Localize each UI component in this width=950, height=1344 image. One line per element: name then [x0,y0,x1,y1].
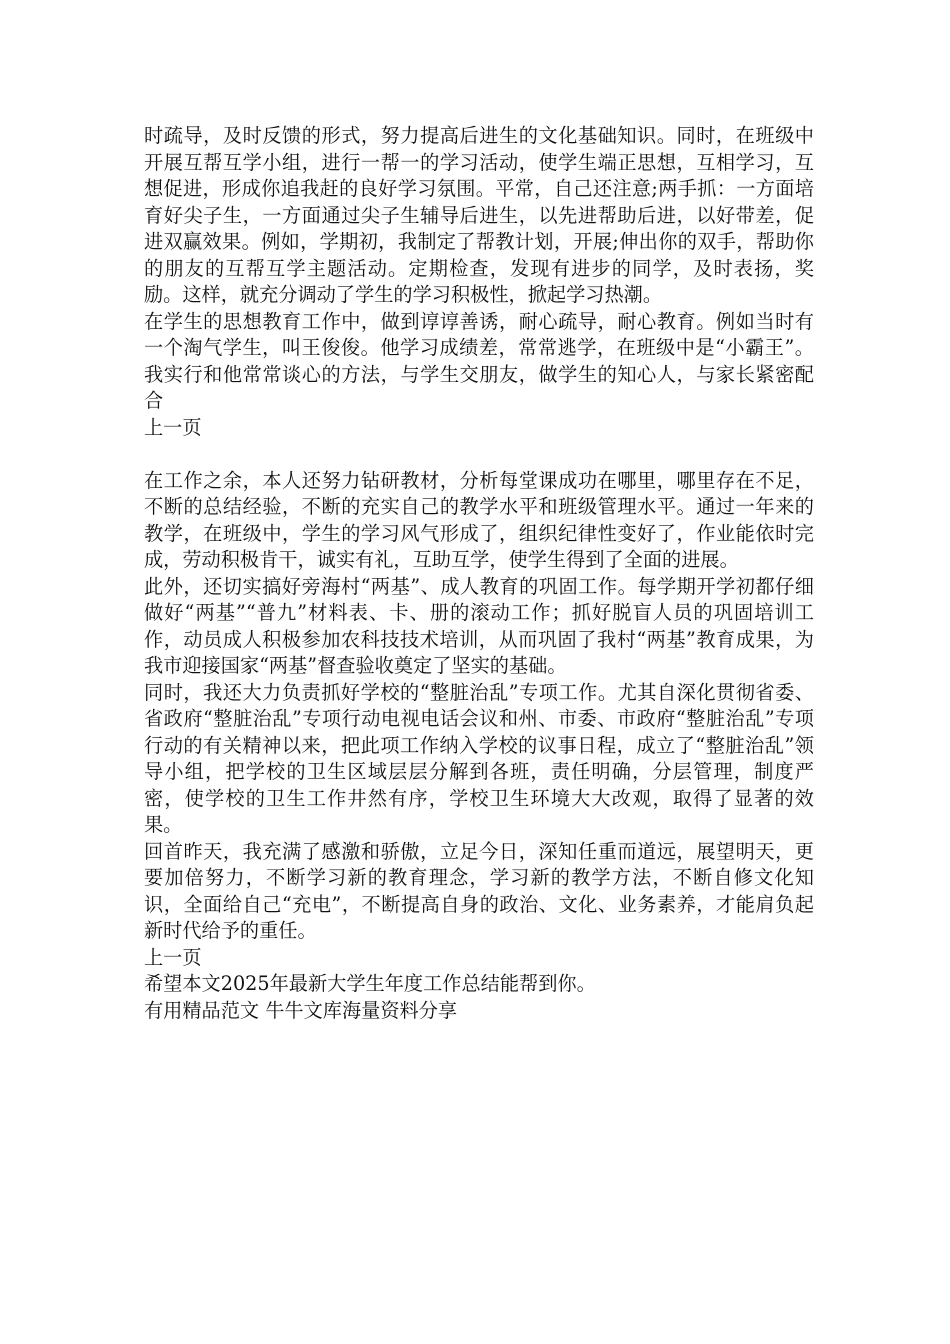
paragraph-teaching-research: 在工作之余，本人还努力钻研教材，分析每堂课成功在哪里，哪里存在不足，不断的总结经验，不断的充实自己的教学水平和班级管理水平。通过一年来的教学，在班级中，学生的学习风气形成了，组织纪律性变好了，作业能依时完成，劳动积极肯干，诚实有礼，互助互学，使学生得到了全面的进展。 [144,468,814,571]
prev-page-link[interactable]: 上一页 [144,415,202,439]
document-body [144,123,814,1024]
paragraph-adult-education: 此外，还切实搞好旁海村“两基”、成人教育的巩固工作。每学期开学初都仔细做好“两基”“普九”材料表、卡、册的滚动工作；抓好脱盲人员的巩固培训工作，动员成人积极参加农科技技术培训，从而巩固了我村“两基”教育成果，为我市迎接国家“两基”督查验收奠定了坚实的基础。 [144,574,814,677]
section-gap [144,441,814,468]
paragraph-tutoring: 时疏导，及时反馈的形式，努力提高后进生的文化基础知识。同时，在班级中开展互帮互学小组，进行一帮一的学习活动，使学生端正思想，互相学习，互想促进，形成你追我赶的良好学习氛围。平常，自己还注意;两手抓：一方面培育好尖子生，一方面通过尖子生辅导后进生，以先进帮助后进，以好带差，促进双赢效果。例如，学期初，我制定了帮教计划，开展;伸出你的双手，帮助你的朋友的互帮互学主题活动。定期检查，发现有进步的同学，及时表扬，奖励。这样，就充分调动了学生的学习积极性，掀起学习热潮。 [144,124,814,306]
paragraph-moral-education: 在学生的思想教育工作中，做到谆谆善诱，耐心疏导，耐心教育。例如当时有一个淘气学生，叫王俊俊。他学习成绩差，常常逃学，在班级中是“小霸王”。我实行和他常常谈心的方法，与学生交朋友，做学生的知心人，与家长紧密配合 [144,309,814,412]
closing-line: 希望本文2025年最新大学生年度工作总结能帮到你。 [144,972,596,995]
paragraph-sanitation-work: 同时，我还大力负责抓好学校的“整脏治乱”专项工作。尤其自深化贯彻省委、省政府“整脏治乱”专项行动电视电话会议和州、市委、市政府“整脏治乱”专项行动的有关精神以来，把此项工作纳入学校的议事日程，成立了“整脏治乱”领导小组，把学校的卫生区域层层分解到各班，责任明确，分层管理，制度严密，使学校的卫生工作井然有序，学校卫生环境大大改观，取得了显著的效果。 [144,680,814,836]
paragraph-reflection: 回首昨天，我充满了感激和骄傲，立足今日，深知任重而道远，展望明天，更要加倍努力，不断学习新的教育理念，学习新的教学方法，不断自修文化知识，全面给自己“充电”，不断提高自身的政治、文化、业务素养，才能肩负起新时代给予的重任。 [144,839,814,942]
prev-page-link[interactable]: 上一页 [144,945,202,969]
footer-tagline: 有用精品范文 牛牛文库海量资料分享 [144,998,458,1022]
